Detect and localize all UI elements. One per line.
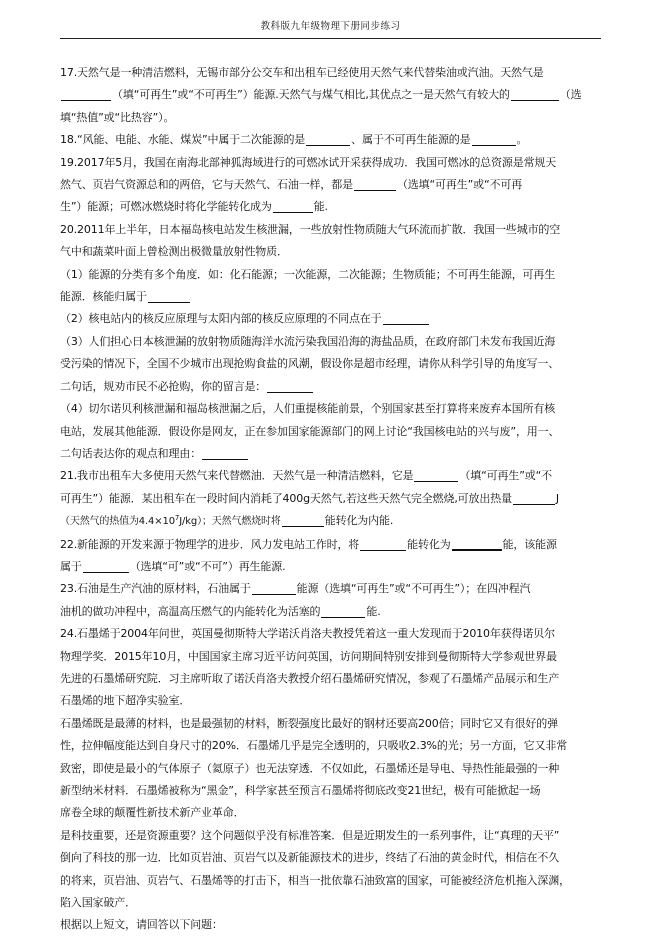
q19-line-1: 19.2017年5月，我国在南海北部神狐海域进行的可燃冰试开采获得成功．我国可燃冰的总资源是常规天 [60, 155, 557, 169]
q24-line-4: 石墨烯的地下超净实验室． [60, 694, 191, 708]
q24-line-2: 物理学奖．2015年10月，中国国家主席习近平访问英国，访问期间特别安排到曼彻斯特大学参观世界最 [60, 649, 557, 663]
q23-line-1: 23.石油是生产汽油的原材料，石油属于 能源（选填“可再生”或“不可再生”）；在四冲程汽 [60, 582, 531, 596]
q21-line-1: 21.我市出租车大多使用天然气来代替燃油．天然气是一种清洁燃料，它是 （填“可再生”或“不 [60, 469, 553, 483]
q24-line-5: 石墨烯既是最薄的材料，也是最强韧的材料，断裂强度比最好的钢材还要高200倍；同时它又有很好的弹 [60, 716, 558, 730]
q20-sub4-line-2: 电站，发展其他能源．假设你是网友，正在参加国家能源部门的网上讨论“我国核电站的兴与废”，用一、 [60, 424, 560, 438]
q20-line-2: 气中和蔬菜叶面上曾检测出极微量放射性物质． [60, 245, 288, 259]
q20-sub3-line-2: 受污染的情况下，全国不少城市出现抢购食盐的风潮，假设你是超市经理，请你从科学引导的角度写一、 [60, 357, 560, 371]
q24-line-3: 先进的石墨烯研究院．习主席听取了诺沃肖洛夫教授介绍石墨烯研究情况，参观了石墨烯产品展示和生产 [60, 671, 560, 685]
q21-line-3: （天然气的热值为$4.4\times 10^7J/kg$）；天然气燃烧时将 能转化为内能. [60, 514, 394, 528]
answer-blank[interactable] [61, 87, 111, 101]
q20-sub3-line-3: 二句话，规劝市民不必抢购，你的留言是： [60, 376, 604, 398]
q20-sub1-line-2: 能源．核能归属于 [60, 286, 604, 308]
answer-blank[interactable] [282, 513, 324, 527]
answer-blank[interactable] [472, 132, 516, 146]
header-title: 教科版九年级物理下册同步练习 [260, 21, 401, 32]
q19-line-3: 生”）能源；可燃冰燃烧时将化学能转化成为 能. [60, 200, 328, 214]
q24-line-9: 席卷全球的颠覆性新技术新产业革命． [60, 806, 245, 820]
q20-sub2-line-1: （2）核电站内的核反应原理与太阳内部的核反应原理的不同点在于 [60, 308, 604, 330]
q24-line-6: 性，拉伸幅度能达到自身尺寸的20%．石墨烯几乎是完全透明的，只吸收2.3%的光；另一方面，它又非常 [60, 739, 568, 753]
q20-line-1: 20.2011年上半年，日本福岛核电站发生核泄漏，一些放射性物质随大气环流而扩散．我国一些城市的空 [60, 222, 561, 236]
q24-line-10: 是科技重要，还是资源重要？这个问题似乎没有标准答案．但是近期发生的一系列事件，让“真理的天平” [60, 828, 560, 842]
q17-line-3: 填“热值”或“比热容”）。 [60, 110, 175, 124]
answer-blank[interactable] [452, 536, 502, 551]
answer-blank[interactable] [321, 604, 365, 618]
answer-blank[interactable] [513, 491, 555, 505]
q23-line-2: 油机的做功冲程中，高温高压燃气的内能转化为活塞的 能. [60, 604, 381, 618]
q22-line-1: 22.新能源的开发来源于物理学的进步．风力发电站工作时，将 能转化为 能，该能源 [60, 537, 557, 551]
answer-blank[interactable] [354, 177, 396, 191]
answer-blank[interactable] [252, 581, 296, 595]
q24-line-1: 24.石墨烯于2004年问世，英国曼彻斯特大学诺沃肖洛夫教授凭着这一重大发现而于2010年获得诺贝尔 [60, 627, 555, 641]
document-body [60, 62, 604, 937]
q24-line-13: 陷入国家破产． [60, 896, 136, 910]
answer-blank[interactable] [511, 87, 559, 101]
answer-blank[interactable] [273, 199, 313, 213]
page-header [60, 18, 601, 39]
answer-blank[interactable] [383, 311, 429, 325]
q20-sub4-line-3: 二句话表达你的观点和理由： [60, 443, 604, 465]
q17-line-1: 17.天然气是一种清洁燃料，无锡市部分公交车和出租车已经使用天然气来代替柴油或汽油。天然气是 [60, 66, 544, 79]
q21-line-2: 可再生”）能源．某出租车在一段时间内消耗了400g天然气,若这些天然气完全燃烧,可放出热量 J [60, 491, 560, 505]
answer-blank[interactable] [414, 468, 458, 482]
answer-blank[interactable] [360, 537, 406, 551]
q22-line-2: 属于 （选填“可”或“不可”）再生能源. [60, 559, 286, 573]
answer-blank[interactable] [306, 132, 350, 146]
q24-line-14: 根据以上短文，请回答以下问题： [60, 918, 223, 932]
q20-sub1-line-1: （1）能源的分类有多个角度．如：化石能源；一次能源，二次能源；生物质能；不可再生能源，可再生 [60, 267, 556, 281]
q24-line-11: 倒向了科技的那一边．比如页岩油、页岩气以及新能源技术的进步，终结了石油的黄金时代，相信在不久 [60, 851, 560, 865]
q20-sub3-line-1: （3）人们担心日本核泄漏的放射物质随海洋水流污染我国沿海的海盐品质，在政府部门未发布我国近海 [60, 334, 556, 348]
q24-line-12: 的将来，页岩油、页岩气、石墨烯等的打击下，相当一批依靠石油致富的国家，可能被经济危机拖入深渊， [60, 873, 570, 887]
answer-blank[interactable] [267, 379, 313, 393]
q20-sub4-line-1: （4）切尔诺贝利核泄漏和福岛核泄漏之后，人们重提核能前景，个别国家甚至打算将来废弃本国所有核 [60, 402, 556, 416]
q18-line-1: 18.“风能、电能、水能、煤炭”中属于二次能源的是 、属于不可再生能源的是 。 [60, 133, 528, 147]
q19-line-2: 然气、页岩气资源总和的两倍，它与天然气、石油一样，都是 （选填“可再生”或“不可再 [60, 178, 523, 192]
answer-blank[interactable] [202, 446, 248, 460]
answer-blank[interactable] [83, 559, 129, 573]
answer-blank[interactable] [148, 289, 190, 303]
q24-line-7: 致密，即使是最小的气体原子（氦原子）也无法穿透．不仅如此，石墨烯还是导电、导热性能最强的一种 [60, 761, 560, 775]
q24-line-8: 新型纳米材料．石墨烯被称为“黑金”，科学家甚至预言石墨烯将彻底改变21世纪，极有可能掀起一场 [60, 784, 541, 797]
q17-line-2: （填“可再生”或“不可再生”）能源.天然气与煤气相比,其优点之一是天然气有较大的 （选 [60, 84, 604, 106]
